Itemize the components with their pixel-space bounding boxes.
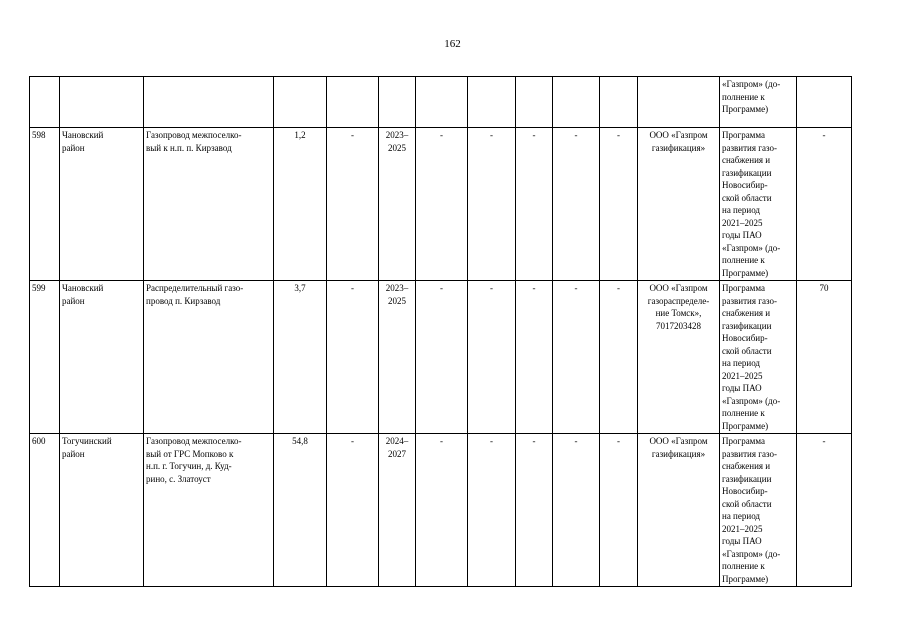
cell-period [379, 128, 416, 281]
cell-value: - [468, 128, 516, 281]
cell-value: - [553, 281, 600, 434]
cell-value: - [416, 281, 468, 434]
cell-program [720, 434, 797, 587]
cell-program [720, 128, 797, 281]
cell-program [720, 77, 797, 128]
cell-empty [416, 77, 468, 128]
cell-length: 3,7 [274, 281, 327, 434]
cell-empty [468, 77, 516, 128]
cell-last: 70 [797, 281, 852, 434]
page-number: 162 [444, 38, 461, 50]
cell-empty [638, 77, 720, 128]
cell-empty [274, 77, 327, 128]
cell-value: - [516, 281, 553, 434]
cell-last: - [797, 128, 852, 281]
cell-value: - [416, 434, 468, 587]
organization-text: ООО «Газпром газификация» [649, 436, 708, 459]
cell-last: - [797, 434, 852, 587]
cell-length: 1,2 [274, 128, 327, 281]
organization-text: ООО «Газпром газификация» [649, 130, 708, 153]
cell-object [144, 434, 274, 587]
program-text: Программа развития газо- снабжения и газификации Новосибир- ской области на период 2021–2025 годы ПАО «Газпром» (до- полнение к Программе) [722, 130, 781, 278]
period-text: 2024– 2027 [385, 436, 409, 459]
object-text: Распределительный газо- провод п. Кирзавод [146, 283, 244, 306]
register-table [29, 76, 852, 587]
program-tail-text: «Газпром» (до- полнение к Программе) [722, 79, 781, 114]
table-row [30, 281, 852, 434]
cell-period [379, 434, 416, 587]
cell-value: - [416, 128, 468, 281]
cell-number: 599 [30, 281, 60, 434]
period-text: 2023– 2025 [385, 283, 409, 306]
cell-value: - [553, 128, 600, 281]
cell-organization [638, 128, 720, 281]
cell-value: - [516, 434, 553, 587]
cell-empty [60, 77, 144, 128]
cell-value: - [600, 434, 638, 587]
cell-empty [516, 77, 553, 128]
cell-value: - [516, 128, 553, 281]
organization-text: ООО «Газпром газораспределе- ние Томск», 7017203428 [647, 283, 710, 331]
cell-empty [797, 77, 852, 128]
table-row-continuation [30, 77, 852, 128]
cell-district [60, 434, 144, 587]
cell-empty [553, 77, 600, 128]
cell-object [144, 128, 274, 281]
district-text: Тогучинский район [62, 436, 112, 459]
cell-organization [638, 434, 720, 587]
cell-empty [600, 77, 638, 128]
district-text: Чановский район [62, 283, 104, 306]
cell-program [720, 281, 797, 434]
table-row [30, 434, 852, 587]
table-row [30, 128, 852, 281]
cell-value: - [468, 281, 516, 434]
cell-value: - [468, 434, 516, 587]
object-text: Газопровод межпоселко- вый от ГРС Мопково к н.п. г. Тогучин, д. Куд- рино, с. Златоуст [146, 436, 242, 484]
cell-object [144, 281, 274, 434]
cell-value: - [327, 128, 379, 281]
cell-empty [327, 77, 379, 128]
cell-number: 598 [30, 128, 60, 281]
cell-empty [30, 77, 60, 128]
cell-value: - [600, 128, 638, 281]
cell-length: 54,8 [274, 434, 327, 587]
cell-district [60, 281, 144, 434]
cell-organization [638, 281, 720, 434]
cell-value: - [327, 434, 379, 587]
cell-period [379, 281, 416, 434]
cell-empty [379, 77, 416, 128]
cell-empty [144, 77, 274, 128]
cell-value: - [327, 281, 379, 434]
object-text: Газопровод межпоселко- вый к н.п. п. Кирзавод [146, 130, 242, 153]
cell-value: - [553, 434, 600, 587]
period-text: 2023– 2025 [385, 130, 409, 153]
cell-number: 600 [30, 434, 60, 587]
program-text: Программа развития газо- снабжения и газификации Новосибир- ской области на период 2021–2025 годы ПАО «Газпром» (до- полнение к Программе) [722, 283, 781, 431]
cell-value: - [600, 281, 638, 434]
district-text: Чановский район [62, 130, 104, 153]
cell-district [60, 128, 144, 281]
program-text: Программа развития газо- снабжения и газификации Новосибир- ской области на период 2021–2025 годы ПАО «Газпром» (до- полнение к Программе) [722, 436, 781, 584]
